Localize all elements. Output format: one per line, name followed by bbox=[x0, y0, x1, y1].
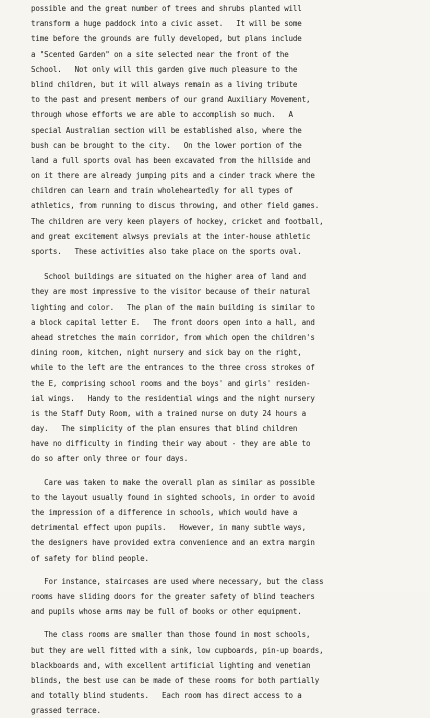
text-line: and totally blind students. Each room has direct access to a bbox=[31, 691, 302, 701]
text-line: special Australian section will be established also, where the bbox=[31, 125, 302, 135]
text-line: The children are very keen players of hockey, cricket and football, bbox=[31, 216, 324, 226]
text-line: athletics, from running to discus throwing, and other field games. bbox=[31, 201, 320, 211]
text-line: children can learn and train wholeheartedly for all types of bbox=[31, 186, 293, 196]
text-line: ahead stretches the main corridor, from which open the children's bbox=[31, 332, 315, 342]
text-line: to the layout usually found in sighted schools, in order to avoid bbox=[31, 492, 315, 502]
text-line: of safety for blind people. bbox=[31, 553, 149, 563]
text-line: through whose efforts we are able to accomplish so much. A bbox=[31, 110, 293, 120]
text-line: and great excitement alwsys previals at the inter-house athletic bbox=[31, 231, 311, 241]
text-line: the designers have provided extra convenience and an extra margin bbox=[31, 538, 315, 548]
paragraph-2 bbox=[31, 269, 427, 466]
text-line: to the past and present members of our grand Auxiliary Movement, bbox=[31, 95, 311, 105]
text-line: Care was taken to make the overall plan as similar as possible bbox=[31, 477, 315, 487]
text-line: and pupils whose arms may be full of books or other equipment. bbox=[31, 607, 302, 617]
text-line: possible and the great number of trees and shrubs planted will bbox=[31, 4, 302, 13]
body-text bbox=[31, 1, 427, 718]
text-line: ial wings. Handy to the residential wings and the night nursery bbox=[31, 393, 315, 403]
text-line: blinds, the best use can be made of these rooms for both partially bbox=[31, 675, 320, 685]
text-line: time before the grounds are fully developed, but plans include bbox=[31, 34, 302, 44]
text-line: but they are well fitted with a sink, low cupboards, pin-up boards, bbox=[31, 645, 324, 655]
text-line: detrimental effect upon pupils. However, in many subtle ways, bbox=[31, 523, 307, 533]
text-line: rooms have sliding doors for the greater safety of blind teachers bbox=[31, 591, 315, 601]
paragraph-4 bbox=[31, 574, 427, 620]
text-line: a "Scented Garden" on a site selected near the front of the bbox=[31, 49, 289, 59]
paragraph-5 bbox=[31, 627, 427, 718]
text-line: land a full sports oval has been excavated from the hillside and bbox=[31, 155, 311, 165]
text-line: lighting and color. The plan of the main building is similar to bbox=[31, 302, 315, 312]
text-line: blind children, but it will always remain as a living tribute bbox=[31, 79, 298, 89]
text-line: blackboards and, with excellent artificial lighting and venetian bbox=[31, 660, 311, 670]
text-line: is the Staff Duty Room, with a trained nurse on duty 24 hours a bbox=[31, 408, 307, 418]
text-line: have no difficulty in finding their way about - they are able to bbox=[31, 439, 311, 449]
text-line: a block capital letter E. The front doors open into a hall, and bbox=[31, 317, 315, 327]
text-line: they are most impressive to the visitor because of their natural bbox=[31, 287, 311, 297]
text-line: For instance, staircases are used where necessary, but the class bbox=[31, 576, 324, 586]
text-line: the impression of a difference in schools, which would have a bbox=[31, 508, 298, 517]
text-line: dining room, kitchen, night nursery and sick bay on the right, bbox=[31, 348, 302, 358]
text-line: transform a huge paddock into a civic asset. It will be some bbox=[31, 19, 302, 29]
text-line: on it there are already jumping pits and a cinder track where the bbox=[31, 171, 315, 181]
text-line: the E, comprising school rooms and the boys' and girls' residen- bbox=[31, 378, 311, 388]
text-line: sports. These activities also take place on the sports oval. bbox=[31, 247, 302, 256]
text-line: grassed terrace. bbox=[31, 706, 101, 716]
text-line: The class rooms are smaller than those found in most schools, bbox=[31, 630, 311, 640]
text-line: bush can be brought to the city. On the lower portion of the bbox=[31, 140, 302, 150]
paragraph-1 bbox=[31, 1, 427, 259]
text-line: day. The simplicity of the plan ensures that blind children bbox=[31, 424, 298, 434]
text-line: while to the left are the entrances to the three cross strokes of bbox=[31, 363, 315, 373]
text-line: School buildings are situated on the higher area of land and bbox=[31, 272, 307, 282]
text-line: do so after only three or four days. bbox=[31, 454, 189, 464]
paragraph-3 bbox=[31, 475, 427, 566]
text-line: School. Not only will this garden give much pleasure to the bbox=[31, 64, 298, 74]
